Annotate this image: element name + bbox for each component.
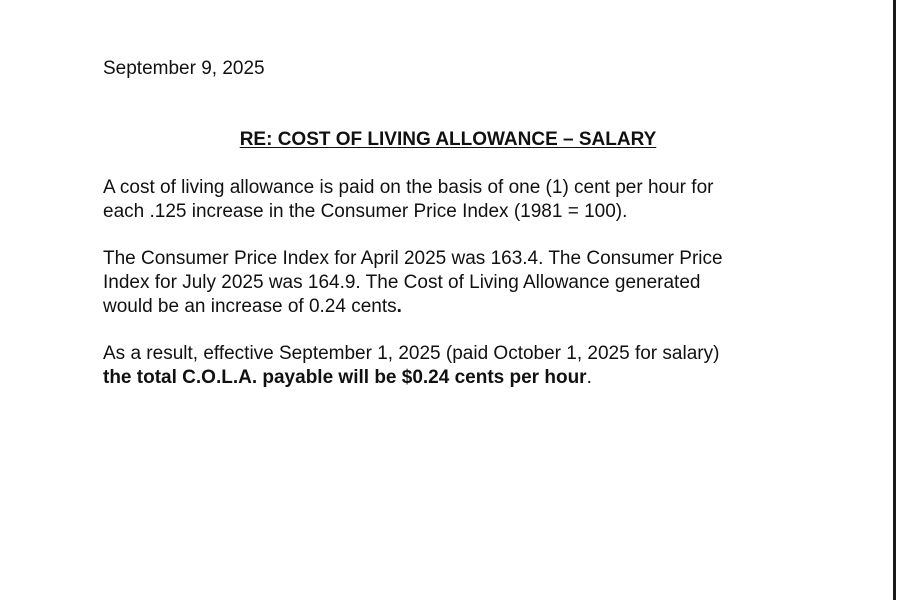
paragraph-line: A cost of living allowance is paid on the basis of one (1) cent per hour for <box>103 177 714 198</box>
paragraph-bold-period: . <box>396 296 402 317</box>
letter-date: September 9, 2025 <box>103 58 265 79</box>
cola-payable-statement: the total C.O.L.A. payable will be $0.24 cents per hour <box>103 367 587 388</box>
paragraph-line: Index for July 2025 was 164.9. The Cost of Living Allowance generated <box>103 272 701 293</box>
paragraph-result <box>103 342 803 390</box>
page-edge-border <box>893 0 896 600</box>
subject-heading: RE: COST OF LIVING ALLOWANCE – SALARY <box>239 129 657 150</box>
paragraph-cola-basis <box>103 176 803 224</box>
paragraph-line: As a result, effective September 1, 2025 (paid October 1, 2025 for salary) <box>103 343 720 364</box>
paragraph-line: each .125 increase in the Consumer Price Index (1981 = 100). <box>103 201 628 222</box>
paragraph-cpi-values <box>103 247 803 319</box>
paragraph-line: The Consumer Price Index for April 2025 was 163.4. The Consumer Price <box>103 248 723 269</box>
paragraph-period: . <box>586 367 592 388</box>
paragraph-line: would be an increase of 0.24 cents <box>103 296 397 317</box>
